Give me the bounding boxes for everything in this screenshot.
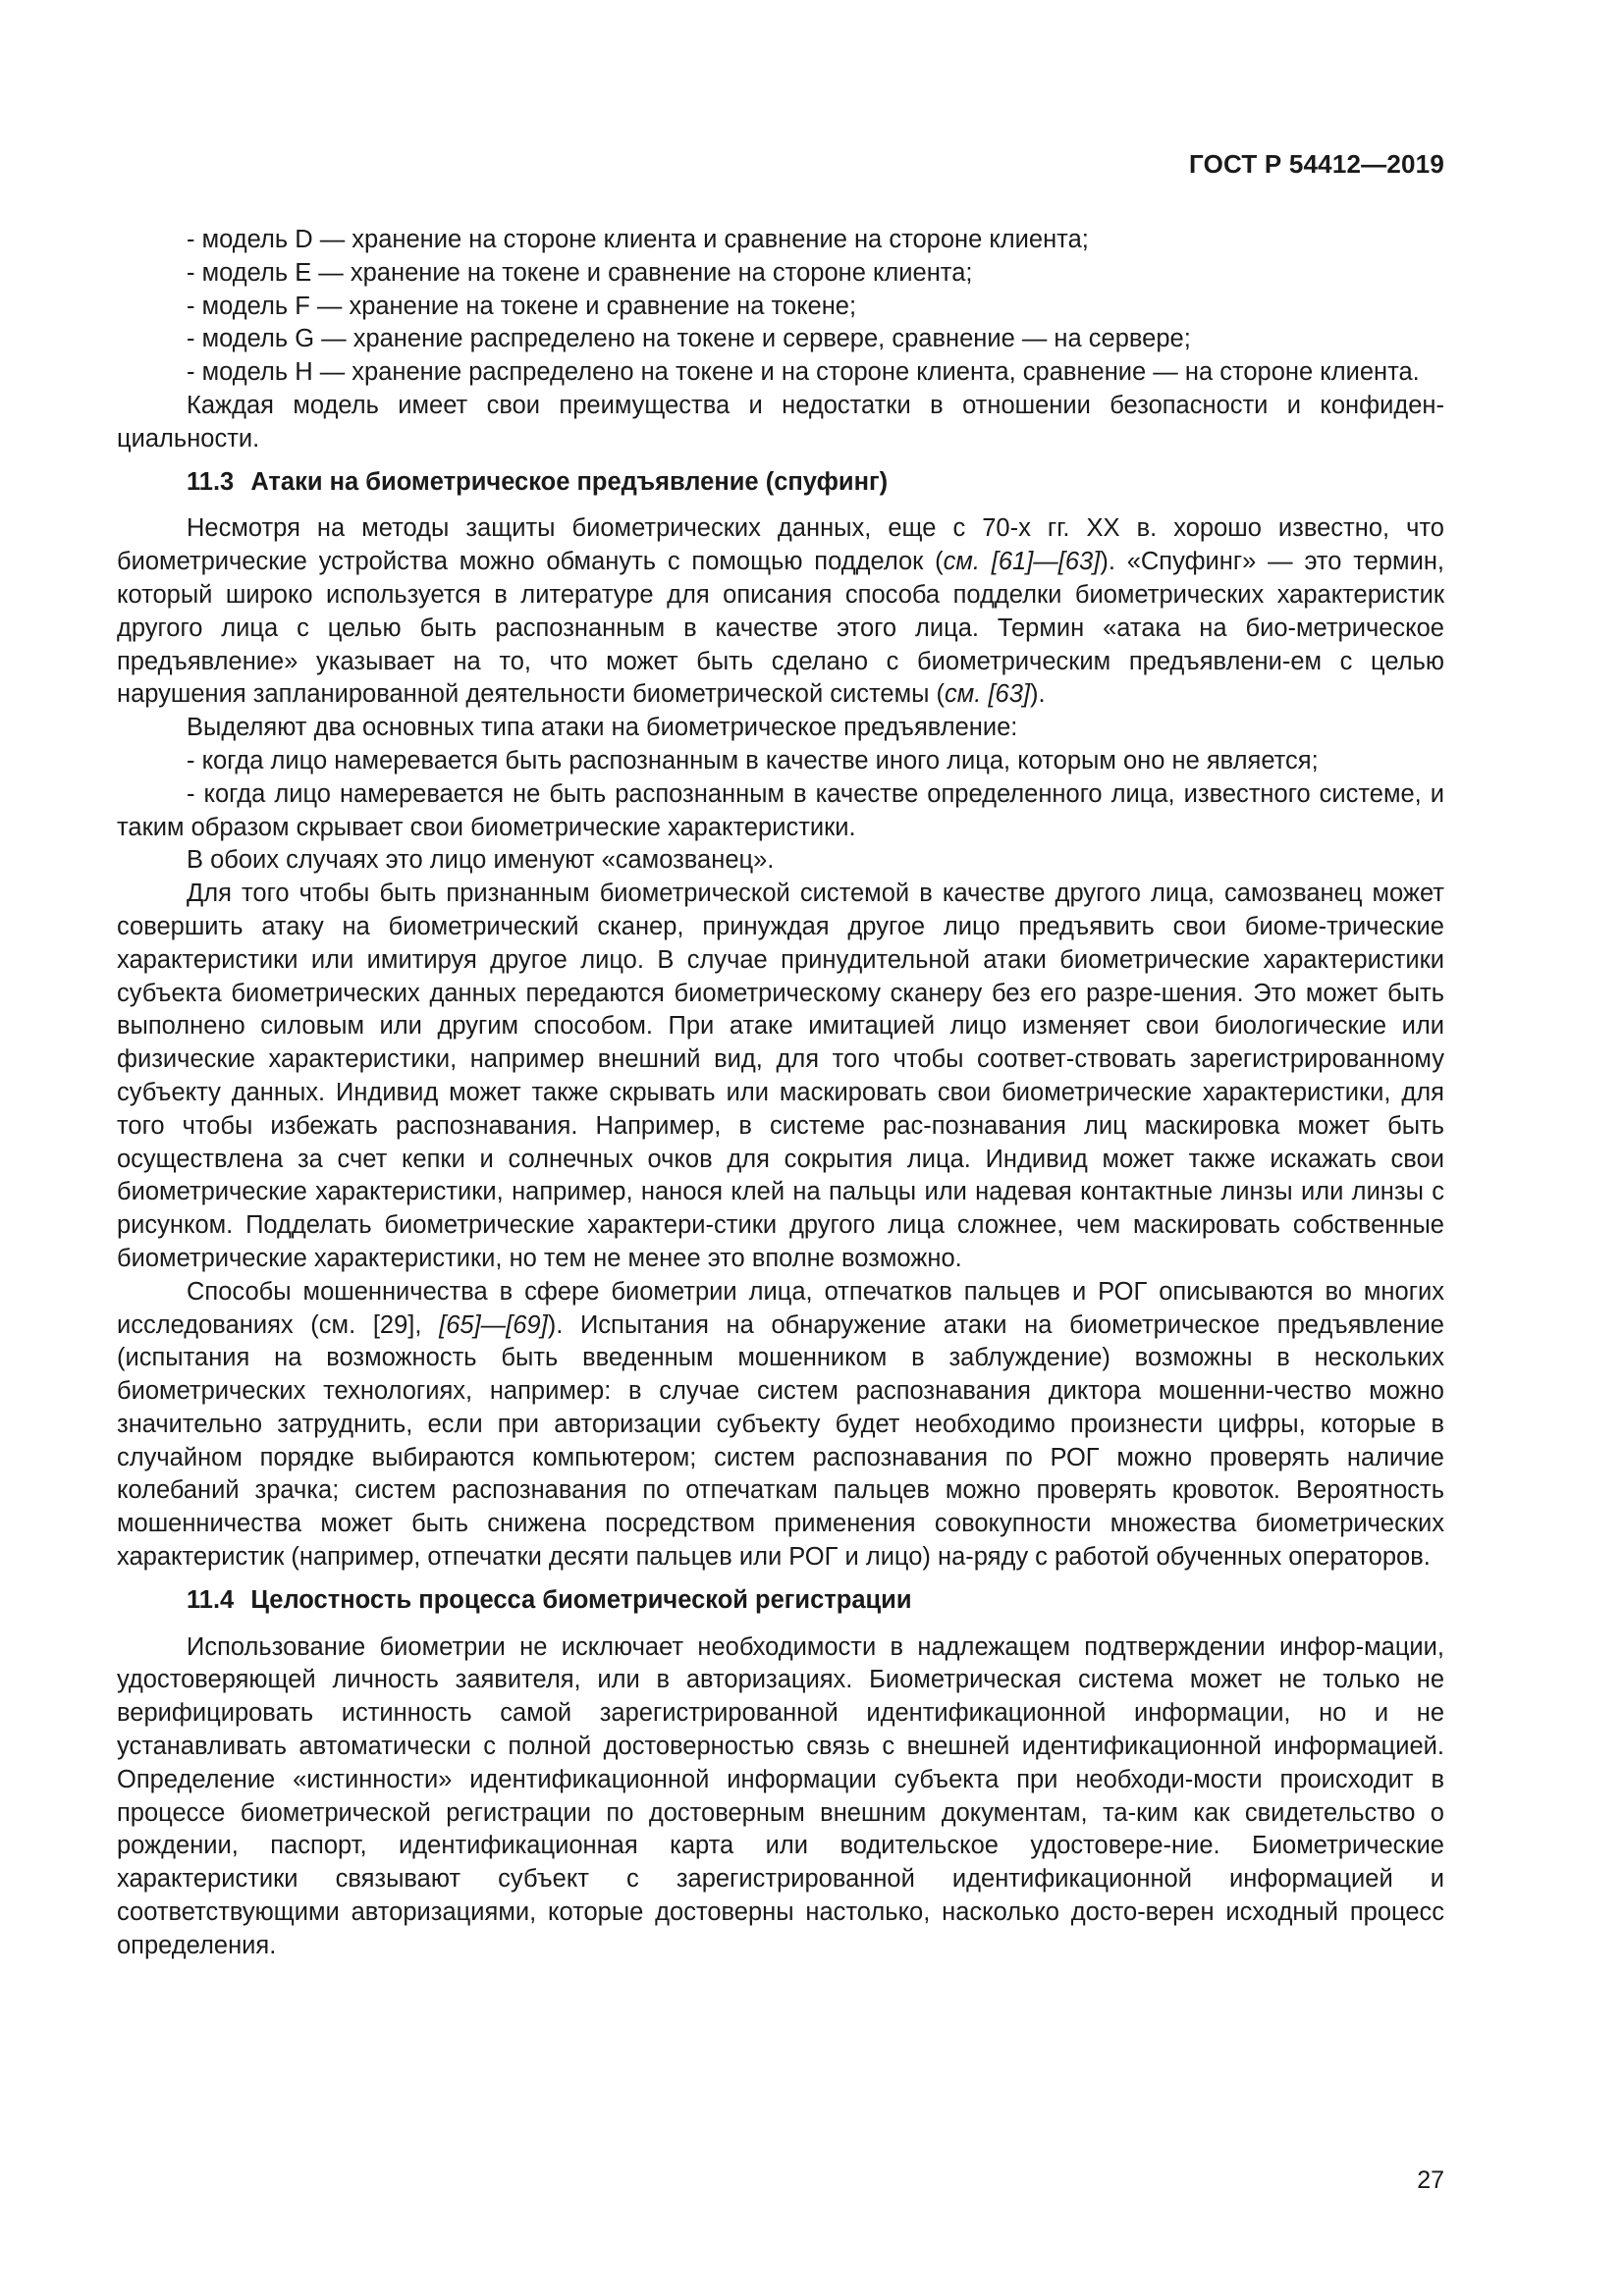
section-heading-11-4 (117, 1584, 1444, 1618)
paragraph: Для того чтобы быть признанным биометрической системой в качестве другого лица, самозванец может совершить атаку на биометрический сканер, принуждая другое лицо предъявить свои биоме-трические характеристики или имитируя другое лицо. В случае принудительной атаки биометрические характеристики субъекта биометрических данных передаются биометрическому сканеру без его разре-шения. Это может быть выполнено силовым или другим способом. При атаке имитацией лицо изменяет свои биологические или физические характеристики, например внешний вид, для того чтобы соответ-ствовать зарегистрированному субъекту данных. Индивид может также скрывать или маскировать свои биометрические характеристики, для того чтобы избежать распознавания. Например, в системе рас-познавания лиц маскировка может быть осуществлена за счет кепки и солнечных очков для сокрытия лица. Индивид может также искажать свои биометрические характеристики, например, нанося клей на пальцы или надевая контактные линзы или линзы с рисунком. Подделать биометрические характери-стики другого лица сложнее, чем маскировать собственные биометрические характеристики, но тем не менее это вполне возможно. (117, 880, 1444, 1272)
text-run: ). (1029, 680, 1046, 709)
paragraph: Каждая модель имеет свои преимущества и недостатки в отношении безопасности и конфиден-циальности. (117, 391, 1444, 453)
page-number: 27 (1417, 2166, 1444, 2194)
document-page (117, 0, 1444, 2296)
reference: см. [63] (945, 680, 1030, 709)
section-heading-11-3 (117, 466, 1444, 500)
section-number: 11.3 (187, 467, 235, 496)
section-title: Целостность процесса биометрической регистрации (250, 1585, 912, 1614)
list-item: - модель E — хранение на токене и сравнение на стороне клиента; (187, 258, 973, 287)
text-run: Несмотря на методы защиты биометрических данных, еще с 70-х гг. XX в. хорошо известно, что биометрические устройства можно обмануть с помощью подделок ( (117, 514, 1444, 576)
list-item: - когда лицо намеревается не быть распознанным в качестве определенного лица, известного системе, и таким образом скрывает свои биометрические характеристики. (117, 779, 1444, 841)
document-header: ГОСТ Р 54412—2019 (1189, 149, 1444, 179)
text-run: ). Испытания на обнаружение атаки на биометрическое предъявление (испытания на возможность быть введенным мошенником в заблуждение) возможны в нескольких биометрических технологиях, например: в случае систем распознавания диктора мошенни-чество можно значительно затруднить, если при авторизации субъекту будет необходимо произнести цифры, которые в случайном порядке выбираются компьютером; систем распознавания по РОГ можно проверять наличие колебаний зрачка; систем распознавания по отпечаткам пальцев можно проверять кровоток. Вероятность мошенничества может быть снижена посредством применения совокупности множества биометрических характеристик (например, отпечатки десяти пальцев или РОГ и лицо) на-ряду с работой обученных операторов. (117, 1310, 1444, 1572)
list-item: - модель H — хранение распределено на токене и на стороне клиента, сравнение — на стороне клиента. (187, 358, 1420, 387)
text-run: ). «Спуфинг» — это термин, который широко используется в литературе для описания способа подделки биометрических характеристик другого лица с целью быть распознанным в качестве этого лица. Термин «атака на био-метрическое предъявление» указывает на то, что может быть сделано с биометрическим предъявлени-ем с целью нарушения запланированной деятельности биометрической системы ( (117, 548, 1444, 709)
section-title: Атаки на биометрическое предъявление (спуфинг) (250, 467, 889, 496)
paragraph (117, 1276, 1444, 1575)
paragraph: Использование биометрии не исключает необходимости в надлежащем подтверждении инфор-мации, удостоверяющей личность заявителя, или в авторизациях. Биометрическая система может не только не верифицировать истинность самой зарегистрированной идентификационной информации, но и не устанавливать автоматически с полной достоверностью связь с внешней идентификационной информацией. Определение «истинности» идентификационной информации субъекта при необходи-мости происходит в процессе биометрической регистрации по достоверным внешним документам, та-ким как свидетельство о рождении, паспорт, идентификационная карта или водительское удостовере-ние. Биометрические характеристики связывают субъект с зарегистрированной идентификационной информацией и соответствующими авторизациями, которые достоверны настолько, насколько досто-верен исходный процесс определения. (117, 1632, 1444, 1959)
text-run: Способы мошенничества в сфере биометрии лица, отпечатков пальцев и РОГ описываются во многих исследованиях (см. [29], (117, 1277, 1444, 1339)
reference: [65]—[69] (439, 1310, 548, 1339)
paragraph: В обоих случаях это лицо именуют «самозванец». (187, 846, 775, 875)
paragraph (117, 512, 1444, 712)
reference: см. [61]—[63] (943, 548, 1101, 576)
document-body (117, 224, 1444, 1963)
list-item: - модель G — хранение распределено на токене и сервере, сравнение — на сервере; (187, 325, 1191, 353)
section-number: 11.4 (187, 1585, 235, 1614)
list-item: - когда лицо намеревается быть распознанным в качестве иного лица, которым оно не является; (187, 746, 1319, 774)
paragraph: Выделяют два основных типа атаки на биометрическое предъявление: (187, 714, 1018, 742)
list-item: - модель F — хранение на токене и сравнение на токене; (187, 292, 857, 320)
list-item: - модель D — хранение на стороне клиента и сравнение на стороне клиента; (187, 226, 1089, 253)
